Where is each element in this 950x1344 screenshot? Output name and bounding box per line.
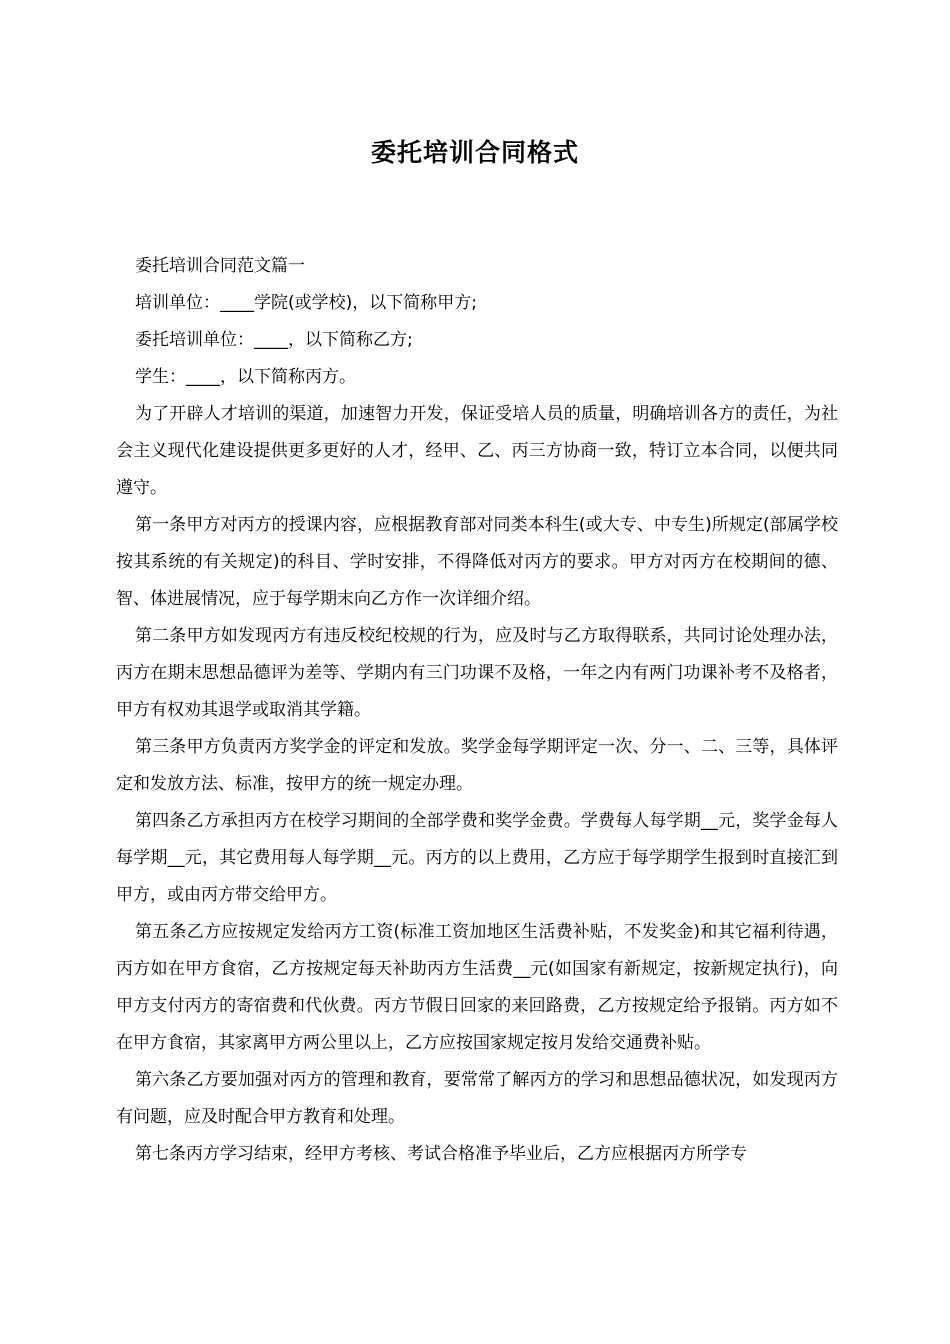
article-2-paragraph: 第二条甲方如发现丙方有违反校纪校规的行为，应及时与乙方取得联系，共同讨论处理办法，丙方在期末思想品德评为差等、学期内有三门功课不及格，一年之内有两门功课补考不及格者，甲方有权劝其退学或取消其学籍。 — [116, 626, 838, 720]
party-b-line: 委托培训单位：____，以下简称乙方; — [135, 330, 413, 350]
article-4-paragraph: 第四条乙方承担丙方在校学习期间的全部学费和奖学金费。学费每人每学期__元，奖学金每人每学期__元，其它费用每人每学期__元。丙方的以上费用，乙方应于每学期学生报到时直接汇到甲方，或由丙方带交给甲方。 — [116, 811, 838, 905]
party-c-line: 学生：____，以下简称丙方。 — [135, 367, 356, 387]
article-1-paragraph: 第一条甲方对丙方的授课内容，应根据教育部对同类本科生(或大专、中专生)所规定(部属学校按其系统的有关规定)的科目、学时安排，不得降低对丙方的要求。甲方对丙方在校期间的德、智、体进展情况，应于每学期末向乙方作一次详细介绍。 — [116, 515, 838, 609]
article-3-paragraph: 第三条甲方负责丙方奖学金的评定和发放。奖学金每学期评定一次、分一、二、三等，具体评定和发放方法、标准，按甲方的统一规定办理。 — [116, 737, 838, 794]
article-6-paragraph: 第六条乙方要加强对丙方的管理和教育，要常常了解丙方的学习和思想品德状况，如发现丙方有问题，应及时配合甲方教育和处理。 — [116, 1070, 838, 1127]
document-body — [116, 248, 838, 1173]
party-a-line: 培训单位：____学院(或学校)，以下简称甲方; — [135, 293, 477, 313]
section-heading: 委托培训合同范文篇一 — [135, 256, 305, 276]
article-5-paragraph: 第五条乙方应按规定发给丙方工资(标准工资加地区生活费补贴，不发奖金)和其它福利待遇，丙方如在甲方食宿，乙方按规定每天补助丙方生活费__元(如国家有新规定，按新规定执行)，向甲方支付丙方的寄宿费和代伙费。丙方节假日回家的来回路费，乙方按规定给予报销。丙方如不在甲方食宿，其家离甲方两公里以上，乙方应按国家规定按月发给交通费补贴。 — [116, 922, 838, 1053]
article-7-paragraph: 第七条丙方学习结束，经甲方考核、考试合格准予毕业后，乙方应根据丙方所学专 — [135, 1144, 747, 1164]
document-title: 委托培训合同格式 — [370, 138, 579, 167]
preamble-paragraph: 为了开辟人才培训的渠道，加速智力开发，保证受培人员的质量，明确培训各方的责任，为社会主义现代化建设提供更多更好的人才，经甲、乙、丙三方协商一致，特订立本合同，以便共同遵守。 — [116, 404, 838, 498]
